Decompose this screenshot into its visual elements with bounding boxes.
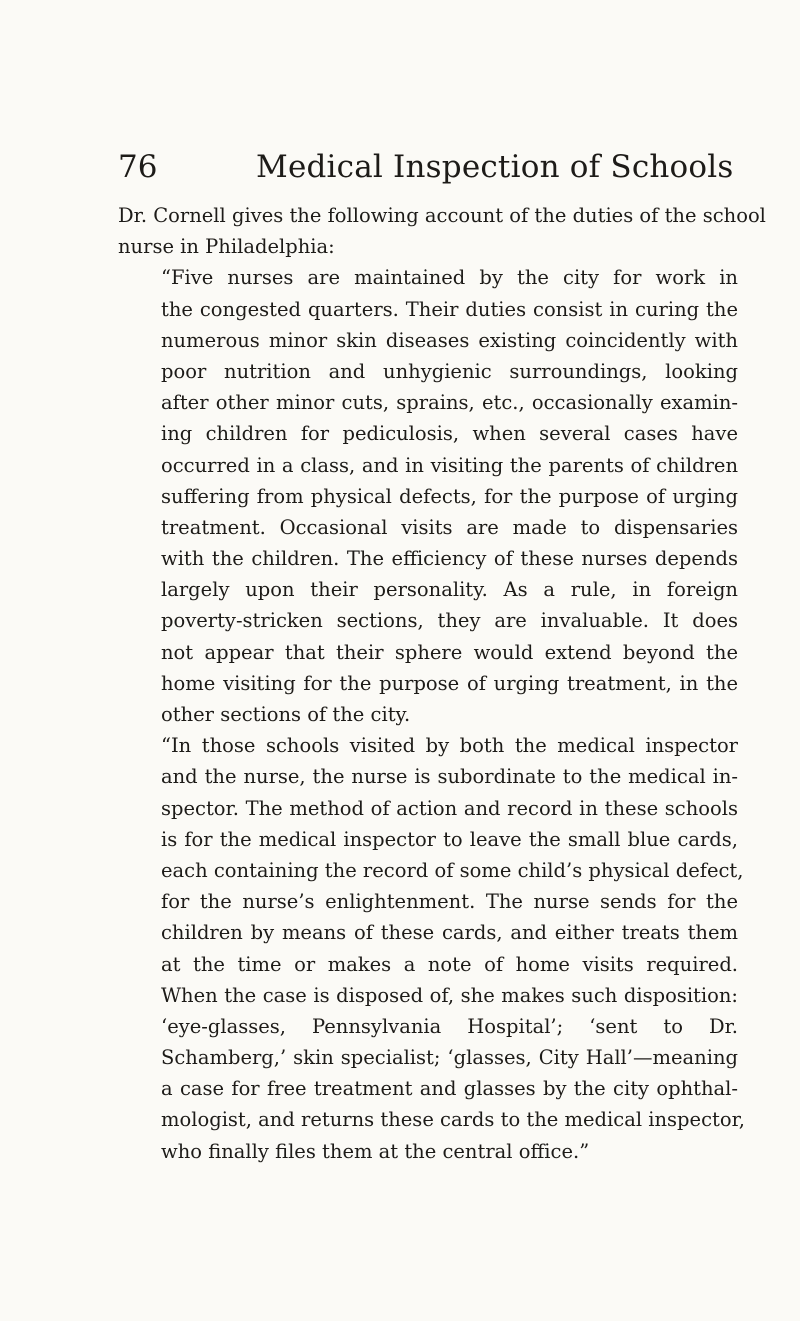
page-header (118, 142, 738, 192)
text-line: numerous minor skin diseases existing coincidently with (161, 328, 738, 352)
text-line: nurse in Philadelphia: (118, 235, 335, 259)
text-line: with the children. The efficiency of these nurses depends (161, 547, 738, 571)
text-line: mologist, and returns these cards to the medical inspector, (161, 1108, 745, 1132)
text-line: treatment. Occasional visits are made to dispensaries (161, 515, 738, 539)
text-line: Dr. Cornell gives the following account of the duties of the school (118, 204, 766, 227)
text-line: occurred in a class, and in visiting the parents of children (161, 453, 738, 477)
text-line: home visiting for the purpose of urging treatment, in the (161, 671, 738, 695)
text-line: who finally files them at the central office.” (161, 1139, 590, 1163)
text-line: largely upon their personality. As a rule, in foreign (161, 578, 738, 602)
text-line: When the case is disposed of, she makes such disposition: (161, 983, 738, 1007)
text-line: poor nutrition and unhygienic surroundings, looking (161, 359, 738, 383)
text-line: poverty-stricken sections, they are invaluable. It does (161, 609, 738, 633)
text-line: for the nurse’s enlightenment. The nurse sends for the (161, 890, 738, 914)
text-line: “In those schools visited by both the medical inspector (161, 734, 738, 758)
text-line: ing children for pediculosis, when several cases have (161, 422, 738, 446)
text-line: ‘eye-glasses, Pennsylvania Hospital’; ‘sent to Dr. (161, 1014, 738, 1038)
text-line: not appear that their sphere would extend beyond the (161, 640, 738, 664)
text-line: other sections of the city. (161, 703, 411, 726)
text-line: spector. The method of action and record in these schools (161, 796, 738, 820)
text-line: the congested quarters. Their duties consist in curing the (161, 297, 738, 321)
text-line: each containing the record of some child’s physical defect, (161, 858, 744, 882)
text-line: at the time or makes a note of home visits required. (161, 952, 738, 976)
text-line: after other minor cuts, sprains, etc., occasionally examin- (161, 391, 738, 415)
text-line: a case for free treatment and glasses by the city ophthal- (161, 1077, 738, 1101)
text-line: Schamberg,’ skin specialist; ‘glasses, City Hall’—meaning (161, 1046, 738, 1070)
page-number: 76 (118, 149, 158, 185)
text-line: and the nurse, the nurse is subordinate to the medical in- (161, 765, 738, 789)
text-line: children by means of these cards, and either treats them (161, 921, 738, 945)
running-title: Medical Inspection of Schools (256, 149, 734, 185)
body-text (118, 200, 766, 1167)
text-line: “Five nurses are maintained by the city for work in (161, 266, 738, 290)
text-line: suffering from physical defects, for the purpose of urging (161, 484, 738, 508)
text-line: is for the medical inspector to leave the small blue cards, (161, 827, 738, 851)
